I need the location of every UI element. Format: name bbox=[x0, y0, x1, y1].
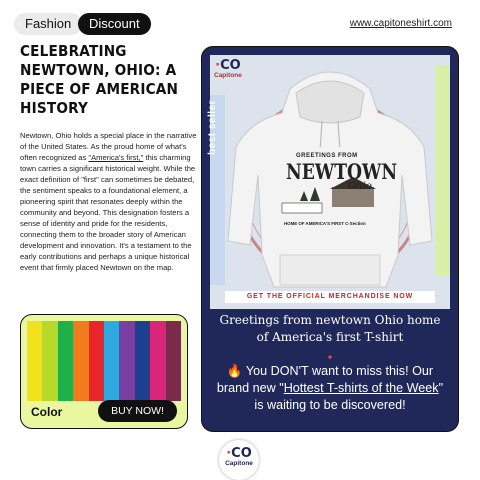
promo-text-end: " is waiting to be discovered! bbox=[254, 381, 444, 412]
fashion-tag[interactable]: Fashion bbox=[14, 13, 82, 35]
shirt-color-swatch bbox=[58, 321, 73, 401]
promo-text bbox=[216, 363, 444, 414]
americas-first-link[interactable]: "America's first," bbox=[88, 153, 144, 162]
footer-logo-mark: ·CO bbox=[226, 446, 252, 461]
hoodie-photo bbox=[207, 55, 468, 309]
shirt-color-swatch bbox=[135, 321, 150, 401]
discount-tag[interactable]: Discount bbox=[78, 13, 151, 35]
print-greeting: GREETINGS FROM bbox=[296, 153, 358, 159]
colored-shirts-image bbox=[27, 321, 181, 401]
buy-now-button[interactable]: BUY NOW! bbox=[98, 400, 177, 422]
shirt-color-swatch bbox=[150, 321, 165, 401]
shirt-color-swatch bbox=[104, 321, 119, 401]
promo-text-start: You DON'T want to miss this! Our brand new " bbox=[216, 364, 434, 395]
hottest-tshirts-link[interactable]: Hottest T-shirts of the Week bbox=[283, 381, 439, 395]
fire-icon: 🔥 bbox=[226, 364, 243, 378]
capitone-logo bbox=[214, 60, 242, 79]
color-card bbox=[20, 314, 188, 429]
merch-banner: GET THE OFFICIAL MERCHANDISE NOW bbox=[225, 291, 435, 303]
footer-logo[interactable] bbox=[219, 440, 259, 480]
promo-title: Greetings from newtown Ohio home of America's first T-shirt bbox=[219, 313, 441, 344]
sparkle-icon: ✦ bbox=[326, 353, 334, 362]
shirt-color-swatch bbox=[73, 321, 88, 401]
best-seller-label: best seller bbox=[207, 100, 218, 155]
shirt-color-swatch bbox=[42, 321, 57, 401]
shirt-color-swatch bbox=[119, 321, 134, 401]
article-headline: CELEBRATING NEWTOWN, OHIO: A PIECE OF AMERICAN HISTORY bbox=[20, 42, 179, 117]
color-label: Color bbox=[31, 405, 63, 419]
article-body bbox=[20, 130, 200, 273]
shirt-color-swatch bbox=[27, 321, 42, 401]
print-state: Ohio bbox=[348, 181, 372, 192]
footer-logo-name: Capitone bbox=[225, 460, 253, 467]
footer-logo-content bbox=[219, 448, 259, 467]
shirt-color-swatch bbox=[166, 321, 181, 401]
capitone-logo-name: Capitone bbox=[214, 72, 242, 79]
article-body-end: this charming town carries a significant historical weight. While the exact definition of "first" can sometimes be debated, the sentiment speaks to a foundational element, a pioneering spirit that resonates deeply within the community and beyond. This designation fosters a sense of identity and pride for the residents, connecting them to the broader story of American development and innovation. It's a testament to the early contributions and perhaps a unique historical event that firmly placed Newtown on the map. bbox=[20, 153, 196, 272]
promo-card bbox=[201, 46, 468, 432]
print-tagline: HOME OF AMERICA'S FIRST C-Section bbox=[284, 221, 366, 226]
shirt-color-swatch bbox=[89, 321, 104, 401]
article-body-start: Newtown, Ohio holds a special place in the narrative of the United States. As the proud home of what's often recognized as bbox=[20, 131, 197, 162]
print-town: NEWTOWN bbox=[286, 159, 398, 184]
cotton-label: 100% cotton bbox=[456, 176, 468, 241]
site-url-link[interactable]: www.capitoneshirt.com bbox=[349, 18, 452, 29]
capitone-logo-mark: ·CO bbox=[215, 58, 241, 73]
